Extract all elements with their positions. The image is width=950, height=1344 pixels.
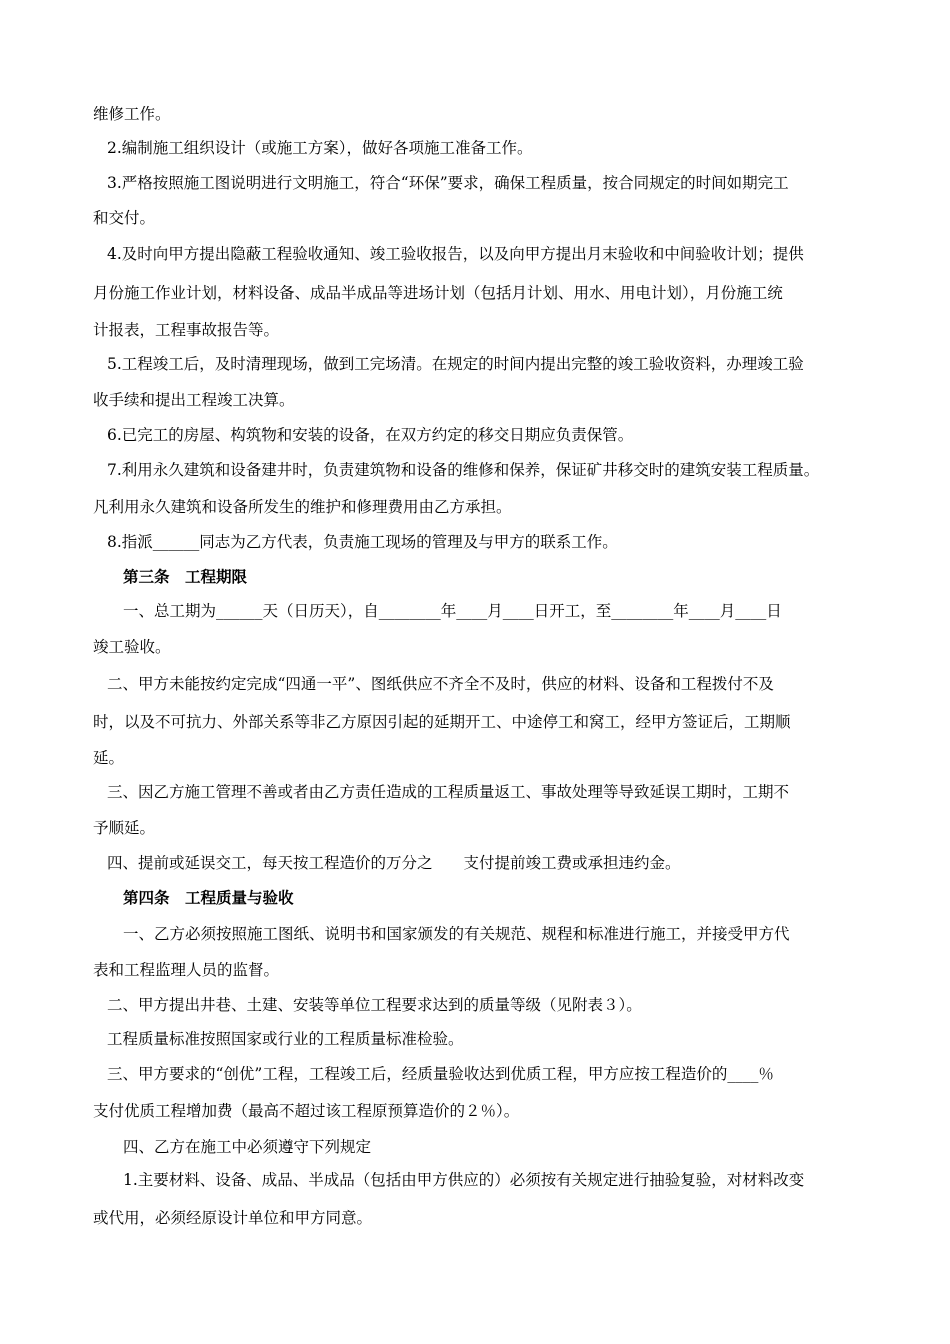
text-line: 3.严格按照施工图说明进行文明施工，符合“环保”要求，确保工程质量，按合同规定的时间如期完工 [107, 174, 789, 192]
section-heading: 第四条 工程质量与验收 [123, 888, 294, 907]
text-line: 延。 [93, 749, 125, 767]
text-line: 维修工作。 [93, 105, 171, 123]
text-line: 1.主要材料、设备、成品、半成品（包括由甲方供应的）必须按有关规定进行抽验复验，对材料改变 [123, 1171, 805, 1189]
text-line: 工程质量标准按照国家或行业的工程质量标准检验。 [107, 1030, 464, 1048]
text-line: 8.指派______同志为乙方代表，负责施工现场的管理及与甲方的联系工作。 [107, 533, 618, 551]
text-line: 2.编制施工组织设计（或施工方案），做好各项施工准备工作。 [107, 139, 533, 157]
text-line: 一、乙方必须按照施工图纸、说明书和国家颁发的有关规范、规程和标准进行施工，并接受甲方代 [123, 925, 790, 943]
text-line: 三、甲方要求的“创优”工程，工程竣工后，经质量验收达到优质工程，甲方应按工程造价的____％ [107, 1065, 774, 1083]
text-line: 5.工程竣工后，及时清理现场，做到工完场清。在规定的时间内提出完整的竣工验收资料，办理竣工验 [107, 355, 804, 373]
text-line: 时，以及不可抗力、外部关系等非乙方原因引起的延期开工、中途停工和窝工，经甲方签证后，工期顺 [93, 713, 791, 731]
text-line: 四、提前或延误交工，每天按工程造价的万分之 支付提前竣工费或承担违约金。 [107, 854, 681, 872]
text-line: 收手续和提出工程竣工决算。 [93, 391, 295, 409]
text-line: 和交付。 [93, 209, 156, 227]
text-line: 三、因乙方施工管理不善或者由乙方责任造成的工程质量返工、事故处理等导致延误工期时，工期不 [107, 783, 790, 801]
text-line: 二、甲方提出井巷、土建、安装等单位工程要求达到的质量等级（见附表３）。 [107, 996, 642, 1014]
text-line: 支付优质工程增加费（最高不超过该工程原预算造价的２％）。 [93, 1102, 520, 1120]
text-line: 予顺延。 [93, 819, 156, 837]
text-line: 一、总工期为______天（日历天），自________年____月____日开工，至________年____月____日 [123, 602, 782, 620]
text-line: 二、甲方未能按约定完成“四通一平”、图纸供应不齐全不及时，供应的材料、设备和工程拨付不及 [107, 675, 774, 693]
text-line: 月份施工作业计划，材料设备、成品半成品等进场计划（包括月计划、用水、用电计划），月份施工统 [93, 284, 783, 302]
text-line: 计报表，工程事故报告等。 [93, 321, 280, 339]
text-line: 表和工程监理人员的监督。 [93, 961, 280, 979]
section-heading: 第三条 工程期限 [123, 567, 248, 586]
text-line: 6.已完工的房屋、构筑物和安装的设备，在双方约定的移交日期应负责保管。 [107, 426, 634, 444]
text-line: 四、乙方在施工中必须遵守下列规定 [123, 1138, 372, 1156]
text-line: 7.利用永久建筑和设备建井时，负责建筑物和设备的维修和保养，保证矿井移交时的建筑安装工程质量。 [107, 461, 820, 479]
text-line: 竣工验收。 [93, 638, 171, 656]
text-line: 凡利用永久建筑和设备所发生的维护和修理费用由乙方承担。 [93, 498, 512, 516]
text-line: 4.及时向甲方提出隐蔽工程验收通知、竣工验收报告，以及向甲方提出月末验收和中间验收计划；提供 [107, 245, 804, 263]
text-line: 或代用，必须经原设计单位和甲方同意。 [93, 1209, 373, 1227]
